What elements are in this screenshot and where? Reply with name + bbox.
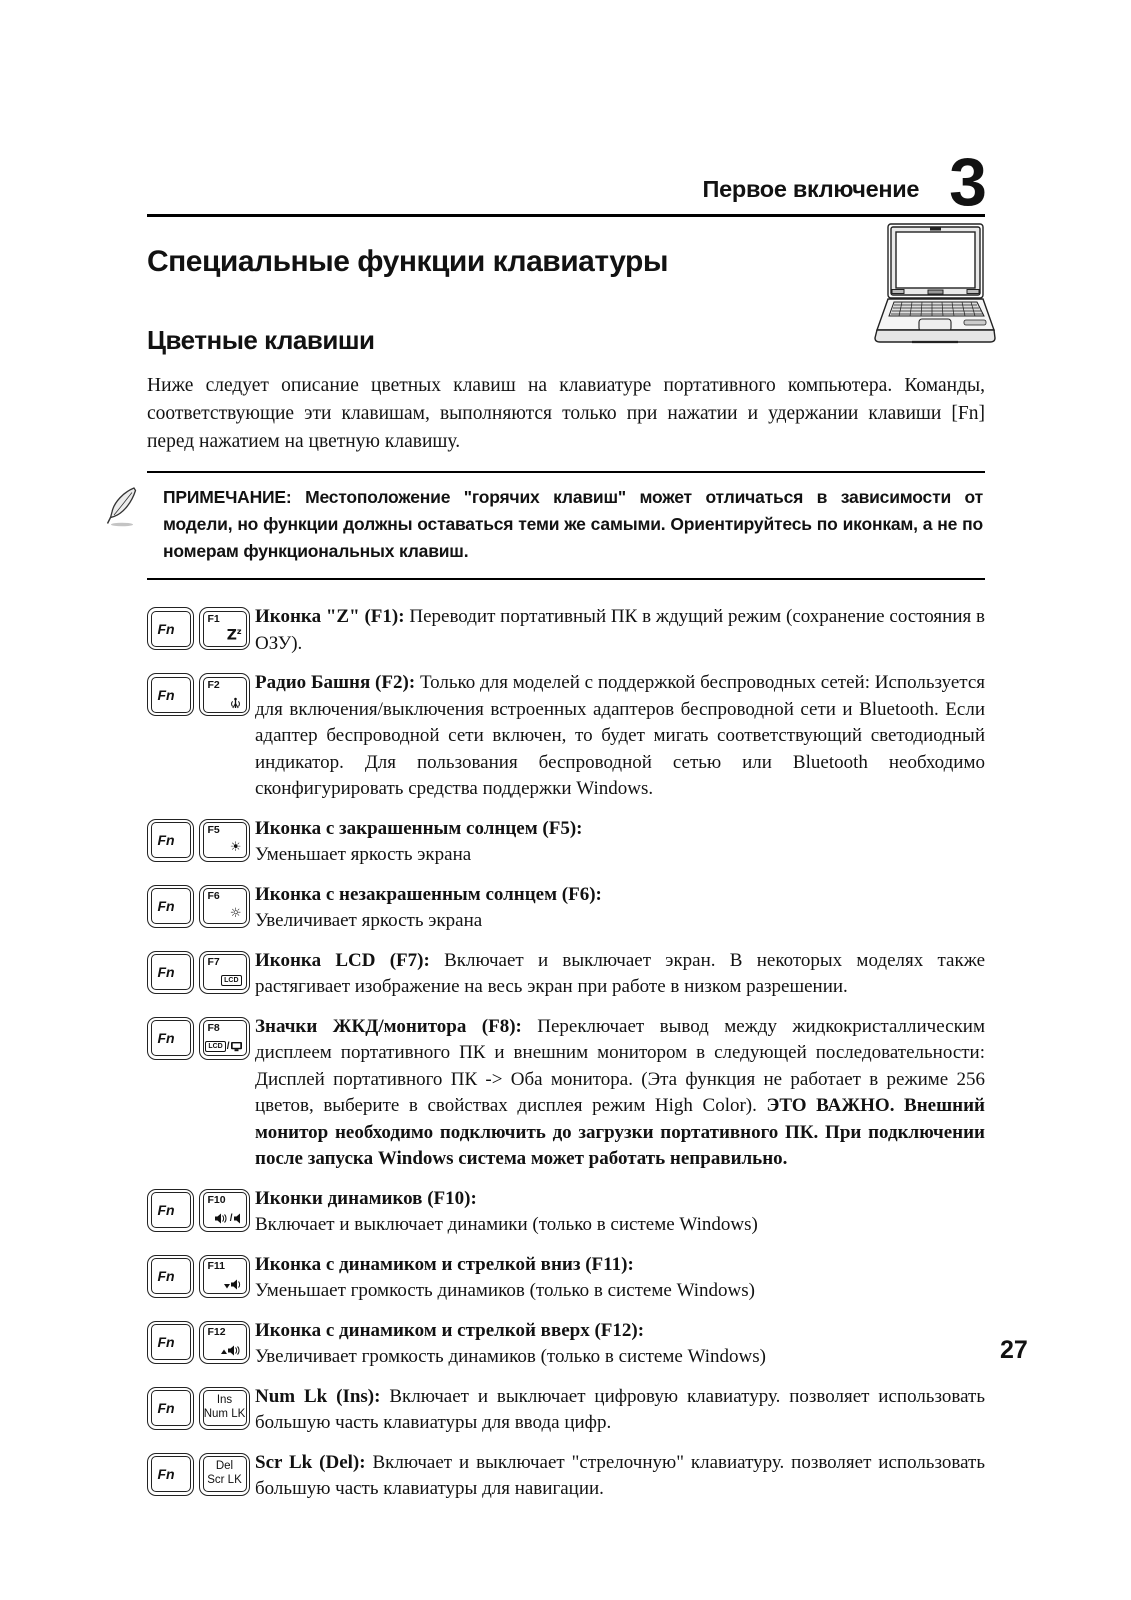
hotkey-row bbox=[147, 1318, 985, 1371]
key-combo bbox=[147, 816, 255, 862]
radio-tower-icon bbox=[229, 697, 242, 709]
fn-key-label: Fn bbox=[157, 1400, 175, 1417]
function-key bbox=[199, 607, 250, 650]
key-combo bbox=[147, 948, 255, 994]
section-title: Цветные клавиши bbox=[147, 325, 375, 356]
function-key bbox=[199, 673, 250, 716]
key-combo bbox=[147, 670, 255, 716]
function-key-sublabel: Scr LK bbox=[207, 1474, 242, 1487]
note-box bbox=[147, 471, 985, 580]
hotkey-row bbox=[147, 882, 985, 935]
hotkey-title: Иконка с незакрашенным солнцем (F6): bbox=[255, 883, 602, 905]
fn-key-label: Fn bbox=[157, 1466, 175, 1483]
intro-paragraph: Ниже следует описание цветных клавиш на клавиатуре портативного компьютера. Команды, соответствующие эти клавишам, выполняются только при нажатии и удержании клавиши [Fn] перед нажатием на цветную клавишу. bbox=[147, 375, 985, 453]
function-key-label: F7 bbox=[207, 956, 220, 969]
lcd-icon: LCD bbox=[221, 975, 241, 986]
key-combo bbox=[147, 1384, 255, 1430]
fn-key-label: Fn bbox=[157, 1202, 175, 1219]
hotkey-description bbox=[255, 1450, 985, 1503]
hotkey-important-note: ЭТО ВАЖНО. Внешний монитор необходимо подключить до загрузки портативного ПК. При подключении после запуска Windows система может работать неправильно. bbox=[255, 1095, 985, 1170]
function-key bbox=[199, 1321, 250, 1364]
hotkey-title: Иконка с динамиком и стрелкой вверх (F12): bbox=[255, 1319, 645, 1341]
function-key-label: F10 bbox=[207, 1194, 226, 1207]
sun-filled-icon: ☀ bbox=[229, 840, 242, 856]
fn-key-label: Fn bbox=[157, 898, 175, 915]
hotkey-title: Иконка с динамиком и стрелкой вниз (F11): bbox=[255, 1253, 634, 1275]
key-combo bbox=[147, 1252, 255, 1298]
fn-key-label: Fn bbox=[157, 620, 175, 637]
fn-key bbox=[147, 885, 194, 928]
volume-down-icon bbox=[224, 1279, 242, 1290]
fn-key-label: Fn bbox=[157, 1334, 175, 1351]
key-combo bbox=[147, 1186, 255, 1232]
hotkey-description bbox=[255, 1014, 985, 1173]
function-key bbox=[199, 1255, 250, 1298]
hotkey-row bbox=[147, 816, 985, 869]
function-key-label: F11 bbox=[207, 1260, 226, 1273]
fn-key bbox=[147, 1453, 194, 1496]
hotkey-row bbox=[147, 604, 985, 657]
hotkey-row bbox=[147, 1186, 985, 1239]
fn-key bbox=[147, 1017, 194, 1060]
hotkey-description bbox=[255, 670, 985, 803]
fn-key-label: Fn bbox=[157, 1030, 175, 1047]
fn-key bbox=[147, 673, 194, 716]
function-key bbox=[199, 1453, 250, 1496]
function-key bbox=[199, 885, 250, 928]
function-key-label: Ins bbox=[216, 1394, 233, 1407]
content-column bbox=[147, 144, 985, 1503]
hotkey-row bbox=[147, 1384, 985, 1437]
page-title: Специальные функции клавиатуры bbox=[147, 245, 669, 279]
hotkey-body: Уменьшает яркость экрана bbox=[255, 844, 472, 866]
function-key-sublabel: Num LK bbox=[203, 1408, 246, 1421]
chapter-number: 3 bbox=[949, 144, 985, 220]
hotkey-description bbox=[255, 816, 985, 869]
hotkey-body: Переводит портативный ПК в ждущий режим (сохранение состояния в ОЗУ). bbox=[255, 606, 985, 654]
hotkey-title: Иконка LCD (F7): bbox=[255, 949, 430, 971]
fn-key bbox=[147, 607, 194, 650]
fn-key-label: Fn bbox=[157, 832, 175, 849]
hotkey-body: Включает и выключает цифровую клавиатуру. позволяет использовать большую часть клавиатуры для ввода цифр. bbox=[255, 1385, 985, 1434]
fn-key bbox=[147, 1189, 194, 1232]
function-key bbox=[199, 1189, 250, 1232]
hotkey-row bbox=[147, 1014, 985, 1173]
hotkey-row bbox=[147, 1450, 985, 1503]
page-number: 27 bbox=[1000, 1336, 1028, 1364]
fn-key-label: Fn bbox=[157, 964, 175, 981]
key-combo bbox=[147, 882, 255, 928]
hotkey-row bbox=[147, 1252, 985, 1305]
hotkey-description bbox=[255, 1252, 985, 1305]
hotkey-title: Иконки динамиков (F10): bbox=[255, 1187, 477, 1209]
hotkey-body: Включает и выключает динамики (только в системе Windows) bbox=[255, 1214, 758, 1236]
hotkey-description bbox=[255, 1186, 985, 1239]
chapter-header bbox=[147, 144, 985, 220]
fn-key-label: Fn bbox=[157, 686, 175, 703]
quill-pen-icon bbox=[105, 485, 141, 532]
key-combo bbox=[147, 1450, 255, 1496]
function-key-label: F5 bbox=[207, 824, 220, 837]
function-key bbox=[199, 1017, 250, 1060]
hotkey-title: Иконка с закрашенным солнцем (F5): bbox=[255, 817, 583, 839]
key-combo bbox=[147, 604, 255, 650]
function-key-label: F12 bbox=[207, 1326, 226, 1339]
function-key-label: Del bbox=[215, 1460, 234, 1473]
function-key-label: F2 bbox=[207, 678, 220, 691]
hotkey-body: Уменьшает громкость динамиков (только в системе Windows) bbox=[255, 1280, 755, 1302]
hotkey-description bbox=[255, 1318, 985, 1371]
fn-key bbox=[147, 951, 194, 994]
hotkey-body: Переключает вывод между жидкокристаллическим дисплеем портативного ПК и внешним монитором в следующей последовательности: Дисплей портативного ПК -> Оба монитора. (Эта функция не работает в режиме 256 цветов, выберите в свойствах дисплея режим High Color). bbox=[255, 1015, 985, 1117]
key-combo bbox=[147, 1014, 255, 1060]
fn-key bbox=[147, 1387, 194, 1430]
function-key-label: F8 bbox=[207, 1022, 220, 1035]
key-combo bbox=[147, 1318, 255, 1364]
function-key bbox=[199, 819, 250, 862]
lcd-monitor-icon: LCD / bbox=[205, 1041, 241, 1052]
hotkey-description bbox=[255, 1384, 985, 1437]
function-key bbox=[199, 1387, 250, 1430]
fn-key bbox=[147, 819, 194, 862]
hotkey-list bbox=[147, 604, 985, 1503]
sleep-z-icon: $Z^z$ bbox=[226, 626, 242, 644]
sun-outline-icon: ☼ bbox=[229, 906, 242, 922]
speaker-toggle-icon: / bbox=[215, 1213, 242, 1224]
hotkey-body: Включает и выключает экран. В некоторых моделях также растягивает изображение на весь экран при работе в низком разрешении. bbox=[255, 949, 985, 998]
hotkey-title: Иконка "Z" (F1): bbox=[255, 606, 405, 628]
hotkey-body: Только для моделей с поддержкой беспроводных сетей: Используется для включения/выключения встроенных адаптеров беспроводной сети и Bluetooth. Если адаптер беспроводной сети включен, то будет мигать соответствующий светодиодный индикатор. Для пользования беспроводной сетью или Bluetooth необходимо сконфигурировать средства поддержки Windows. bbox=[255, 672, 985, 800]
header-rule bbox=[147, 214, 985, 217]
hotkey-row bbox=[147, 948, 985, 1001]
hotkey-title: Радио Башня (F2): bbox=[255, 672, 416, 694]
hotkey-title: Значки ЖКД/монитора (F8): bbox=[255, 1015, 522, 1037]
fn-key-label: Fn bbox=[157, 1268, 175, 1285]
fn-key bbox=[147, 1255, 194, 1298]
hotkey-title: Num Lk (Ins): bbox=[255, 1385, 381, 1407]
hotkey-row bbox=[147, 670, 985, 803]
fn-key bbox=[147, 1321, 194, 1364]
volume-up-icon bbox=[221, 1345, 242, 1356]
hotkey-title: Scr Lk (Del): bbox=[255, 1451, 366, 1473]
function-key bbox=[199, 951, 250, 994]
hotkey-body: Увеличивает яркость экрана bbox=[255, 910, 483, 932]
hotkey-body: Включает и выключает "стрелочную" клавиатуру. позволяет использовать большую часть клавиатуры для навигации. bbox=[255, 1451, 985, 1500]
function-key-label: F1 bbox=[207, 612, 220, 625]
hotkey-description bbox=[255, 604, 985, 657]
hotkey-description bbox=[255, 882, 985, 935]
hotkey-description bbox=[255, 948, 985, 1001]
hotkey-body: Увеличивает громкость динамиков (только в системе Windows) bbox=[255, 1346, 766, 1368]
note-text: ПРИМЕЧАНИЕ: Местоположение "горячих клавиш" может отличаться в зависимости от модели, но функции должны оставаться теми же самыми. Ориентируйтесь по иконкам, а не по номерам функциональных клавиш. bbox=[163, 487, 983, 562]
function-key-label: F6 bbox=[207, 890, 220, 903]
chapter-label: Первое включение bbox=[702, 176, 920, 203]
